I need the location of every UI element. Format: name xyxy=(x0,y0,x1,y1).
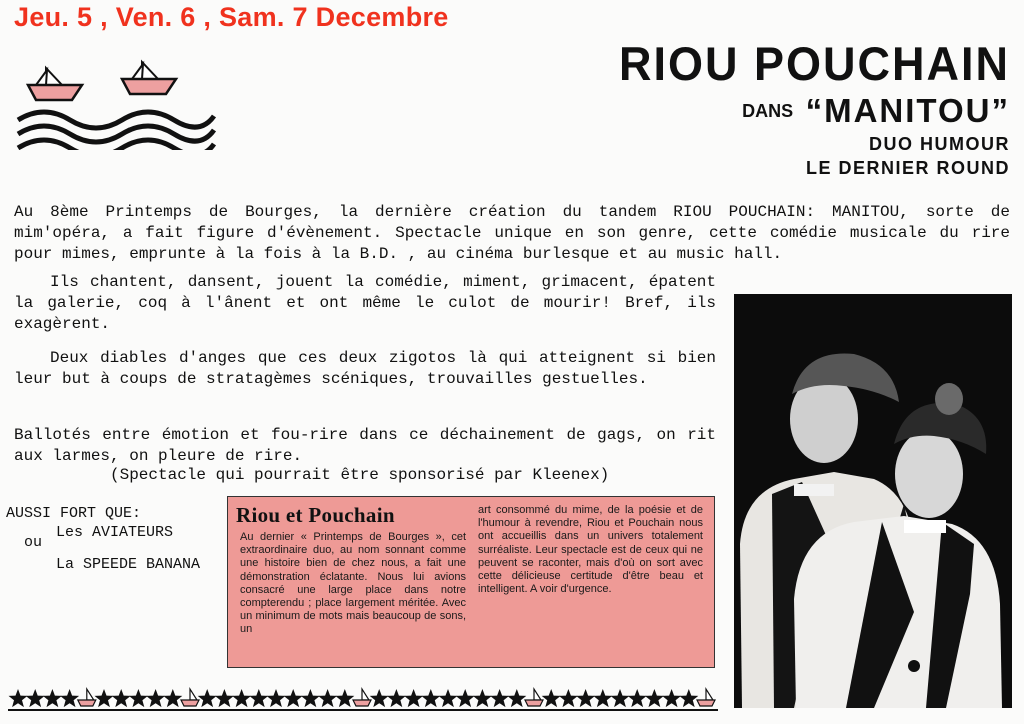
border-star-icon xyxy=(26,689,45,707)
performers-photo xyxy=(734,294,1012,708)
border-star-icon xyxy=(679,689,698,707)
aussi-item-speede-banana: La SPEEDE BANANA xyxy=(56,556,201,573)
press-title: Riou et Pouchain xyxy=(236,503,395,527)
border-boat-icon xyxy=(697,689,715,706)
border-star-icon xyxy=(112,689,131,707)
intro-paragraph: Au 8ème Printemps de Bourges, la dernière création du tandem RIOU POUCHAIN: MANITOU, sorte de mim'opéra, a fait figure d'évènement. Spectacle unique en son genre, cette comédie musicale du rire pour mimes, emprunte à la fois à la B.D. , au cinéma burlesque et au music hall. xyxy=(14,203,1010,263)
border-boat-icon xyxy=(353,689,371,706)
border-boat-icon xyxy=(525,689,543,706)
border-star-icon xyxy=(249,689,268,707)
border-star-icon xyxy=(542,689,561,707)
paragraph-5: (Spectacle qui pourrait être sponsorisé par Kleenex) xyxy=(110,466,610,484)
border-star-icon xyxy=(559,689,578,707)
border-star-icon xyxy=(163,689,182,707)
border-star-icon xyxy=(198,689,217,707)
border-star-icon xyxy=(490,689,509,707)
border-star-icon xyxy=(318,689,337,707)
border-star-icon xyxy=(335,689,354,707)
border-star-icon xyxy=(215,689,234,707)
border-star-icon xyxy=(611,689,630,707)
border-star-icon xyxy=(507,689,526,707)
border-star-icon xyxy=(645,689,664,707)
border-star-icon xyxy=(439,689,458,707)
border-star-icon xyxy=(456,689,475,707)
border-star-icon xyxy=(628,689,647,707)
border-star-icon xyxy=(301,689,320,707)
paragraph-4: Ballotés entre émotion et fou-rire dans ce déchainement de gags, on rit aux larmes, on pleure de rire. xyxy=(14,426,716,465)
border-star-icon xyxy=(232,689,251,707)
border-star-icon xyxy=(473,689,492,707)
border-star-icon xyxy=(267,689,286,707)
border-boat-icon xyxy=(181,689,199,706)
border-star-icon xyxy=(404,689,423,707)
border-star-icon xyxy=(387,689,406,707)
border-star-icon xyxy=(60,689,79,707)
artist-title: RIOU POUCHAIN xyxy=(618,36,1010,91)
border-star-icon xyxy=(370,689,389,707)
show-title: “MANITOU” xyxy=(805,92,1010,129)
border-star-icon xyxy=(576,689,595,707)
border-star-icon xyxy=(95,689,114,707)
border-star-icon xyxy=(593,689,612,707)
subtitle-round: LE DERNIER ROUND xyxy=(805,158,1010,178)
press-clipping xyxy=(227,496,715,668)
border-star-icon xyxy=(129,689,148,707)
paragraph-3: Deux diables d'anges que ces deux zigotos là qui atteignent si bien leur but à coups de stratagèmes scéniques, trouvailles gestuelles. xyxy=(14,349,716,388)
border-star-icon xyxy=(9,689,28,707)
border-star-icon xyxy=(284,689,303,707)
aussi-item-aviateurs: Les AVIATEURS xyxy=(56,524,174,541)
dans-label: DANS xyxy=(742,100,794,121)
decorative-border-icon xyxy=(8,684,718,712)
border-star-icon xyxy=(43,689,62,707)
paragraph-2: Ils chantent, dansent, jouent la comédie, miment, grimacent, épatent la galerie, coq à l'ânent et ont même le culot de mourir! Bref, ils exagèrent. xyxy=(14,273,716,333)
subtitle-duo: DUO HUMOUR xyxy=(869,134,1010,154)
show-title-line xyxy=(742,92,1010,130)
border-star-icon xyxy=(146,689,165,707)
aussi-label: AUSSI FORT QUE: xyxy=(6,505,142,522)
border-star-icon xyxy=(421,689,440,707)
press-column-2: art consommé du mime, de la poésie et de l'humour à revendre, Riou et Pouchain nous ont accueillis dans un univers totalement surréaliste. Leur spectacle est de ceux qui ne peuvent se raconter, mais d'où on sort avec cette délicieuse certitude d'être beau et intelligent. A voir d'urgence. xyxy=(478,504,703,596)
border-star-icon xyxy=(662,689,681,707)
press-column-1: Au dernier « Printemps de Bourges », cet extraordinaire duo, au nom sonnant comme une histoire bien de chez nous, a fait une démonstration éclatante. Nous lui avions consacré une large place dans notre compterendu ; place largement méritée. Avec un minimum de mots mais beaucoup de sons, un xyxy=(240,531,466,636)
event-dates: Jeu. 5 , Ven. 6 , Sam. 7 Decembre xyxy=(14,2,449,32)
ou-label: ou xyxy=(24,534,43,551)
border-boat-icon xyxy=(78,689,96,706)
boats-waves-logo-icon xyxy=(14,58,224,150)
